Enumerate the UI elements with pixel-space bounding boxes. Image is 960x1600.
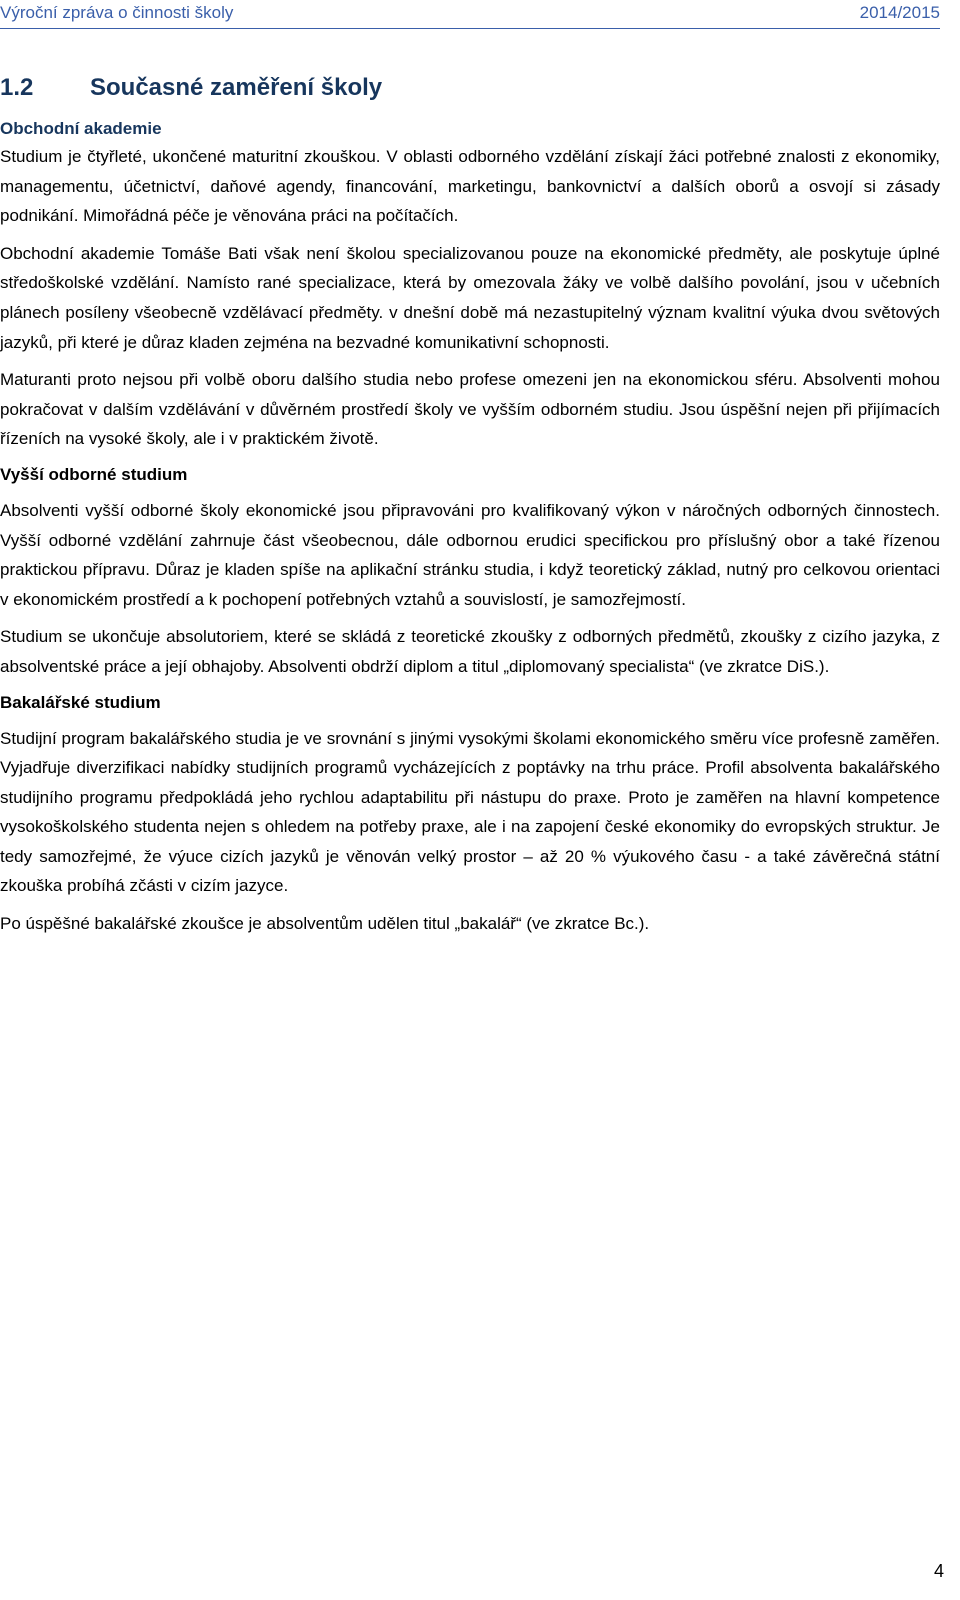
paragraph: Studium se ukončuje absolutoriem, které se skládá z teoretické zkoušky z odborných předmětů, zkoušky z cizího jazyka, z absolventské práce a její obhajoby. Absolventi obdrží diplom a titul „diplomovaný specialista“ (ve zkratce DiS.). [0, 627, 940, 676]
section-heading [0, 72, 940, 104]
report-title: Výroční zpráva o činnosti školy [0, 3, 234, 22]
paragraph: Po úspěšné bakalářské zkoušce je absolventům udělen titul „bakalář“ (ve zkratce Bc.). [0, 914, 650, 934]
section-title: Současné zaměření školy [90, 74, 383, 101]
section-number: 1.2 [0, 74, 34, 101]
paragraph: Absolventi vyšší odborné školy ekonomické jsou připravováni pro kvalifikovaný výkon v náročných odborných činnostech. Vyšší odborné vzdělání zahrnuje část všeobecnou, dále odbornou erudici specifickou pro příslušný obor a také řízenou praktickou přípravu. Důraz je kladen spíše na aplikační stránku studia, i když teoretický základ, nutný pro celkovou orientaci v ekonomickém prostředí a k pochopení potřebných vztahů a souvislostí, je samozřejmostí. [0, 500, 940, 609]
heading-obchodni-akademie: Obchodní akademie [0, 119, 162, 138]
paragraph: Studijní program bakalářského studia je ve srovnání s jinými vysokými školami ekonomického směru více profesně zaměřen. Vyjadřuje diverzifikaci nabídky studijních programů vycházejících z poptávky na trhu práce. Profil absolventa bakalářského studijního programu předpokládá jeho rychlou adaptabilitu při nástupu do praxe. Proto je zaměřen na hlavní kompetence vysokoškolského studenta nejen s ohledem na potřeby praxe, ale i na zapojení české ekonomiky do evropských struktur. Je tedy samozřejmé, že výuce cizích jazyků je věnován velký prostor – až 20 % výukového času - a také závěrečná státní zkouška probíhá zčásti v cizím jazyce. [0, 728, 940, 896]
page-header [0, 2, 940, 29]
page-number: 4 [933, 1561, 944, 1581]
paragraph: Obchodní akademie Tomáše Bati však není školou specializovanou pouze na ekonomické předměty, ale poskytuje úplné středoškolské vzdělání. Namísto rané specializace, která by omezovala žáky ve volbě dalšího povolání, jsou v učebních plánech posíleny všeobecně vzdělávací předměty. v dnešní době má nezastupitelný význam kvalitní výuka dvou světových jazyků, při které je důraz kladen zejména na bezvadné komunikativní schopnosti. [0, 243, 940, 352]
heading-bakalarske-studium: Bakalářské studium [0, 692, 161, 712]
paragraph: Studium je čtyřleté, ukončené maturitní zkouškou. V oblasti odborného vzdělání získají žáci potřebné znalosti z ekonomiky, managementu, účetnictví, daňové agendy, financování, marketingu, bankovnictví a dalších oborů a osvojí si zásady podnikání. Mimořádná péče je věnována práci na počítačích. [0, 147, 940, 226]
heading-vyssi-odborne-studium: Vyšší odborné studium [0, 464, 188, 484]
school-year: 2014/2015 [859, 3, 940, 22]
paragraph: Maturanti proto nejsou při volbě oboru dalšího studia nebo profese omezeni jen na ekonomickou sféru. Absolventi mohou pokračovat v dalším vzdělávání v důvěrném prostředí školy ve vyšším odborném studiu. Jsou úspěšní nejen při přijímacích řízeních na vysoké školy, ale i v praktickém životě. [0, 370, 940, 449]
document-body [0, 72, 940, 939]
